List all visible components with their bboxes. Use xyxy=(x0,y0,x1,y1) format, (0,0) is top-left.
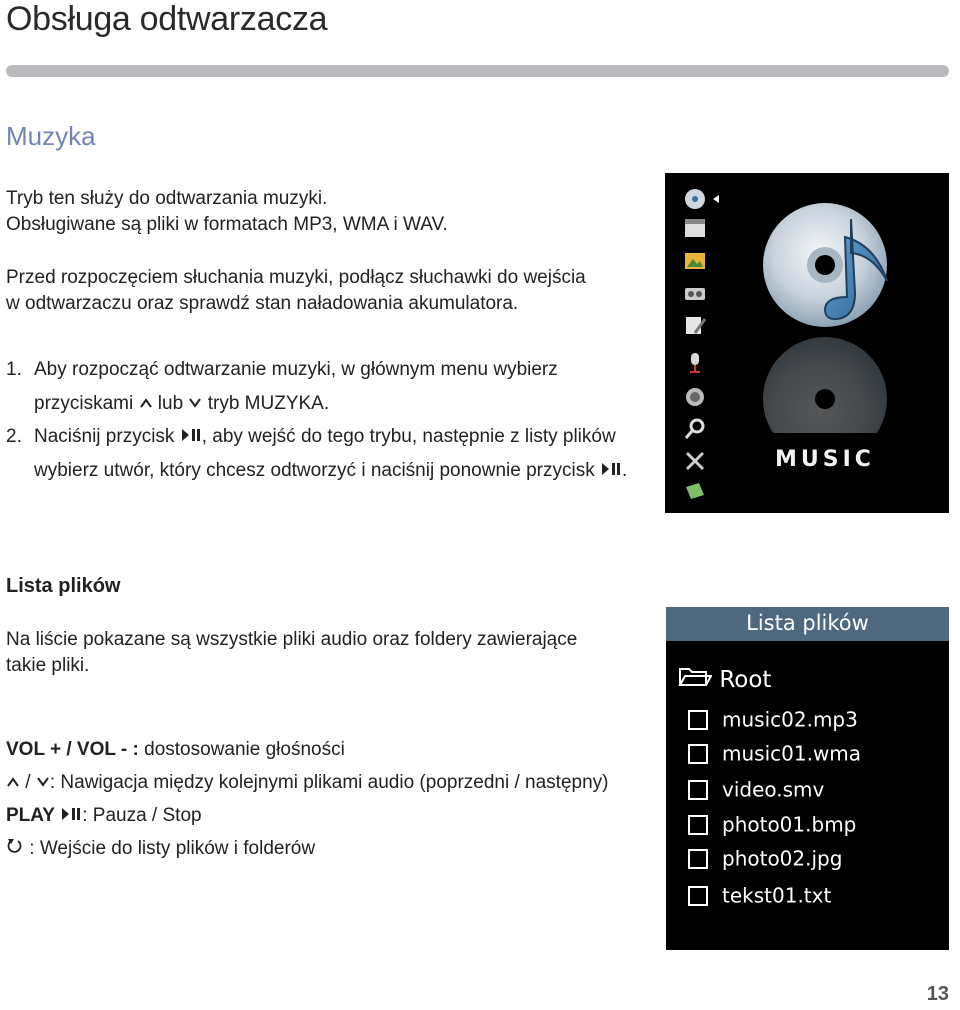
checkbox-icon xyxy=(688,744,708,764)
play-pause-icon xyxy=(600,454,622,488)
file-name: photo02.jpg xyxy=(722,846,843,871)
control-navigation xyxy=(6,770,609,796)
root-folder-row xyxy=(678,665,771,695)
control-text: : Wejście do listy plików i folderów xyxy=(29,838,316,860)
selection-pointer-icon xyxy=(713,195,719,203)
down-arrow-icon xyxy=(36,770,50,796)
intro-line: Obsługiwane są pliki w formatach MP3, WMA i WAV. xyxy=(6,214,448,235)
file-row xyxy=(688,706,858,734)
page-number: 13 xyxy=(926,983,949,1005)
music-preparation xyxy=(6,265,586,317)
step-text: lub xyxy=(157,393,184,415)
control-play xyxy=(6,803,202,829)
checkbox-icon xyxy=(688,886,708,906)
checkbox-icon xyxy=(688,710,708,730)
step-text: , aby wejść do tego trybu, następnie z listy plików xyxy=(201,426,616,448)
step-text: . xyxy=(622,460,628,482)
photo-icon xyxy=(683,249,707,273)
record-sphere-icon xyxy=(683,385,707,409)
open-folder-icon xyxy=(678,665,712,695)
prep-line: Przed rozpoczęciem słuchania muzyki, podłącz słuchawki do wejścia xyxy=(6,267,586,288)
file-name: music01.wma xyxy=(722,741,862,766)
file-name: music02.mp3 xyxy=(722,707,858,732)
file-row xyxy=(688,845,842,873)
file-row xyxy=(688,882,831,910)
desc-line: takie pliki. xyxy=(6,655,90,676)
step-text: Aby rozpocząć odtwarzanie muzyki, w głównym menu wybierz xyxy=(34,359,558,380)
control-text: : Pauza / Stop xyxy=(82,805,202,827)
microphone-icon xyxy=(683,351,707,375)
title-divider xyxy=(6,65,949,77)
return-icon xyxy=(6,836,24,862)
play-pause-icon xyxy=(60,803,82,829)
control-text: dostosowanie głośności xyxy=(138,739,345,760)
control-key: VOL + / VOL - : xyxy=(6,739,139,760)
step-text: Naciśnij przycisk xyxy=(34,426,175,448)
music-mode-label: MUSIC xyxy=(775,447,875,472)
music-disc-icon xyxy=(683,187,707,211)
music-disc-graphic xyxy=(755,193,905,433)
control-key: PLAY xyxy=(6,805,55,827)
step-number: 1. xyxy=(6,359,22,380)
radio-icon xyxy=(683,281,707,305)
control-text: : Nawigacja między kolejnymi plikami audio (poprzedni / następny) xyxy=(49,772,609,794)
checkbox-icon xyxy=(688,849,708,869)
file-row xyxy=(688,776,824,804)
ebook-icon xyxy=(683,479,707,503)
music-intro xyxy=(6,186,448,238)
video-clapper-icon xyxy=(683,217,707,241)
step-text: tryb MUZYKA. xyxy=(207,393,330,415)
file-list-screenshot xyxy=(666,607,949,950)
up-arrow-icon xyxy=(139,387,153,421)
intro-line: Tryb ten służy do odtwarzania muzyki. xyxy=(6,188,328,209)
step-number: 2. xyxy=(6,426,22,448)
file-list-description xyxy=(6,627,577,679)
control-separator: / xyxy=(25,772,31,794)
step-text: wybierz utwór, który chcesz odtworzyć i naciśnij ponownie przycisk xyxy=(34,460,595,482)
section-heading-music: Muzyka xyxy=(6,121,96,151)
tools-icon xyxy=(683,449,707,473)
root-folder-label: Root xyxy=(719,667,772,693)
file-name: tekst01.txt xyxy=(722,883,832,908)
play-pause-icon xyxy=(180,420,202,454)
step-2 xyxy=(6,420,627,488)
text-notes-icon xyxy=(683,313,707,337)
file-list-header: Lista plików xyxy=(666,607,949,641)
music-menu-screenshot xyxy=(665,173,949,513)
down-arrow-icon xyxy=(188,387,202,421)
up-arrow-icon xyxy=(6,770,20,796)
control-return xyxy=(6,836,315,862)
checkbox-icon xyxy=(688,815,708,835)
step-text: przyciskami xyxy=(34,393,134,415)
file-name: video.smv xyxy=(722,777,825,802)
control-volume xyxy=(6,737,345,763)
page-title: Obsługa odtwarzacza xyxy=(6,0,328,38)
file-row xyxy=(688,740,861,768)
step-1 xyxy=(6,353,558,421)
section-heading-file-list: Lista plików xyxy=(6,575,121,597)
file-row xyxy=(688,811,856,839)
search-magnifier-icon xyxy=(683,417,707,441)
desc-line: Na liście pokazane są wszystkie pliki audio oraz foldery zawierające xyxy=(6,629,578,650)
file-name: photo01.bmp xyxy=(722,812,857,837)
checkbox-icon xyxy=(688,780,708,800)
prep-line: w odtwarzaczu oraz sprawdź stan naładowania akumulatora. xyxy=(6,293,519,314)
